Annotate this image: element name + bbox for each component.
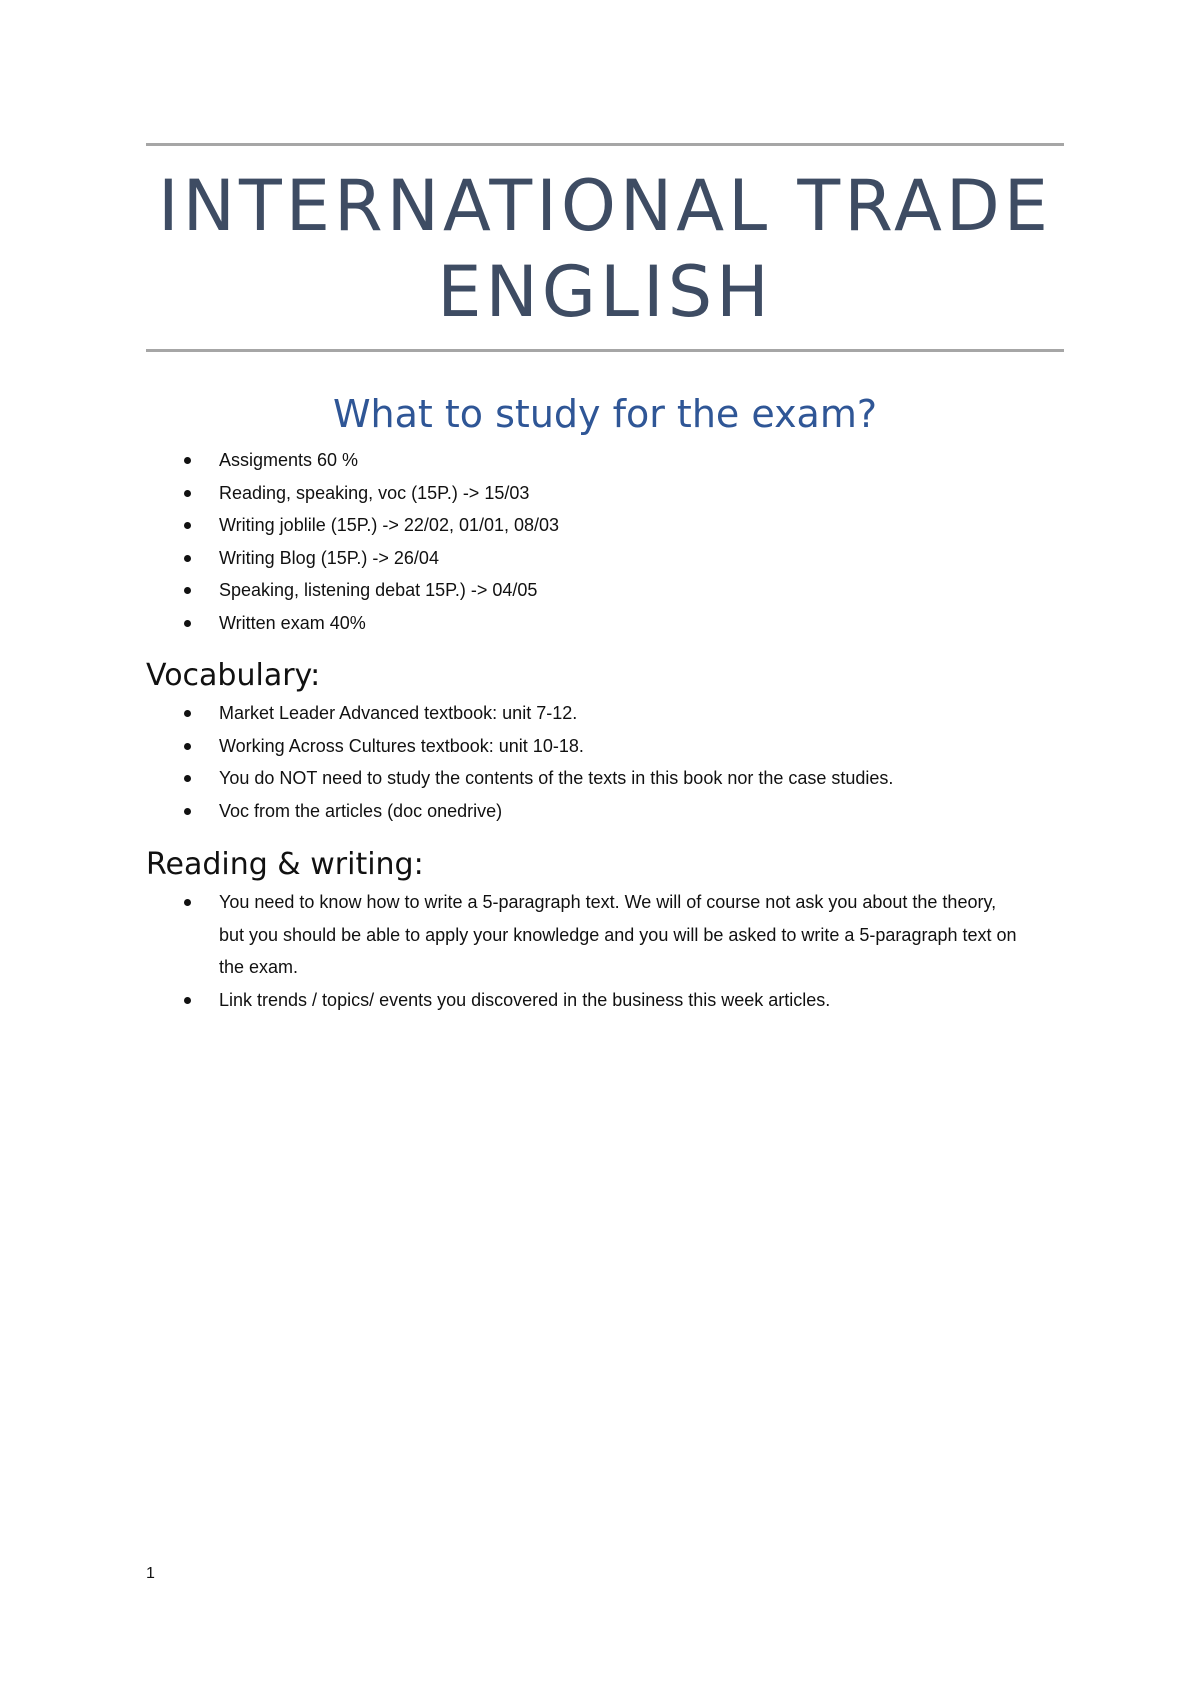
bullet-icon [184,555,191,562]
exam-list [146,444,1026,639]
vocabulary-heading: Vocabulary: [146,658,321,693]
document-title-line-2: ENGLISH [437,251,773,333]
list-item [146,444,1026,477]
list-item [146,984,1026,1017]
bullet-icon [184,620,191,627]
list-item [146,697,1026,730]
bullet-icon [184,808,191,815]
title-bottom-rule [146,349,1064,352]
list-item-text: Market Leader Advanced textbook: unit 7-12. [219,703,578,723]
bullet-icon [184,490,191,497]
bullet-icon [184,522,191,529]
document-subtitle: What to study for the exam? [332,392,878,436]
list-item [146,795,1026,828]
list-item [146,730,1026,763]
bullet-icon [184,775,191,782]
list-item-text: Writing joblile (15P.) -> 22/02, 01/01, 08/03 [219,515,560,535]
list-item [146,574,1026,607]
list-item [146,762,1026,795]
list-item [146,509,1026,542]
list-item-text: Speaking, listening debat 15P.) -> 04/05 [219,580,538,600]
reading-writing-list [146,886,1026,1016]
title-top-rule [146,143,1064,146]
list-item-text: Reading, speaking, voc (15P.) -> 15/03 [219,482,530,503]
bullet-icon [184,587,191,594]
list-item-text: Assigments 60 % [219,450,359,470]
document-title [146,163,1064,335]
bullet-icon [184,457,191,464]
reading-writing-heading: Reading & writing: [146,847,424,882]
list-item-text: Working Across Cultures textbook: unit 10-18. [219,735,584,756]
page-number: 1 [146,1565,155,1582]
bullet-icon [184,743,191,750]
vocabulary-list [146,697,1026,827]
list-item-text: Written exam 40% [219,612,366,633]
list-item [146,542,1026,575]
list-item-text: You do NOT need to study the contents of the texts in this book nor the case studies. [219,768,894,788]
list-item-text: Writing Blog (15P.) -> 26/04 [219,547,439,568]
list-item [146,886,1026,984]
list-item-text: Voc from the articles (doc onedrive) [219,800,503,821]
bullet-icon [184,710,191,717]
document-title-line-1: INTERNATIONAL TRADE [157,165,1053,247]
list-item [146,607,1026,640]
list-item [146,477,1026,510]
list-item-text: Link trends / topics/ events you discovered in the business this week articles. [219,989,831,1010]
list-item-text: You need to know how to write a 5-paragraph text. We will of course not ask you about the theory, but you should be able to apply your knowledge and you will be asked to write a 5-paragraph text on the exam. [219,892,1017,977]
bullet-icon [184,899,191,906]
bullet-icon [184,997,191,1004]
